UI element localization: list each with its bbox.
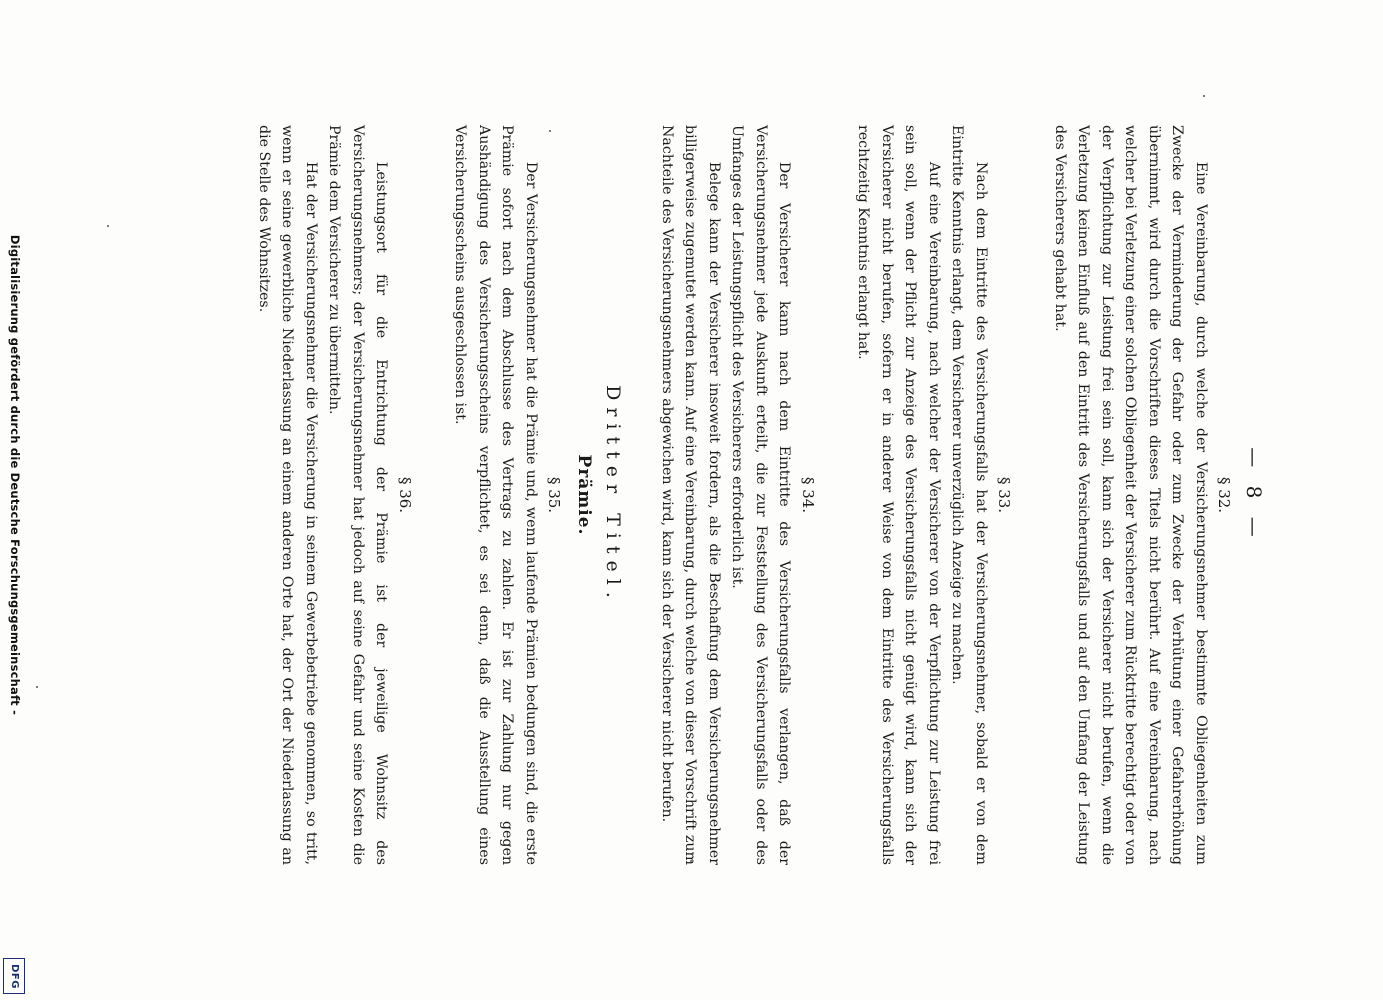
scan-speck (107, 225, 109, 227)
document-page (115, 125, 1265, 865)
chapter-subtitle: Prämie. (574, 454, 594, 536)
section-32 (1048, 125, 1236, 865)
credit-text: Digitalisierung gefördert durch die Deutsche Forschungsgemeinschaft - (8, 234, 22, 716)
section-34 (655, 125, 820, 865)
dfg-logo-text: DFG (8, 963, 20, 989)
section-36 (252, 125, 417, 865)
paragraph: Auf eine Vereinbarung, nach welcher der Versicherer von der Verpflichtung zur Leistung frei sein soll, wenn der Pflicht zur Anzeige des Versicherungsfalls nicht genügt wird, kann sich der Versicherer nicht berufen, sofern er in anderer Weise von dem Eintritte des Versicherungsfalls rechtzeitig Kenntnis erlangt hat. (855, 125, 942, 865)
paragraph: Der Versicherer kann nach dem Eintritte des Versicherungsfalls verlangen, daß der Versicherungsnehmer jede Auskunft erteilt, die zur Feststellung des Versicherungsfalls oder des Umfanges der Leistungspflicht des Versicherers erforderlich ist. (729, 125, 793, 865)
chapter-title: Dritter Titel. (602, 385, 625, 605)
paragraph: Belege kann der Versicherer insoweit fordern, als die Beschaffung dem Versicherungsnehmer billigerweise zugemutet werden kann. Auf eine Vereinbarung, durch welche von dieser Vorschrift zum Nachteile des Versicherungsnehmers abgewichen wird, kann sich der Versicherer nicht berufen. (659, 125, 722, 865)
section-heading: § 32. (1215, 476, 1234, 514)
paragraph: Leistungsort für die Entrichtung der Prämie ist der jeweilige Wohnsitz des Versicherungsnehmers; der Versicherungsnehmer hat jedoch auf seine Gefahr und seine Kosten die Prämie dem Versicherer zu übermitteln. (326, 125, 390, 865)
paragraph: Eine Vereinbarung, durch welche der Versicherungsnehmer bestimmte Obliegenheiten zum Zwecke der Verminderung der Gefahr oder zum Zwecke der Verhütung einer Gefahrerhöhung übernimmt, wird durch die Vorschriften dieses Titels nicht berührt. Auf eine Vereinbarung, nach welcher bei Verletzung einer solchen Obliegenheit der Versicherer zum Rücktritte berechtigt oder von der Verpflichtung zur Leistung frei sein soll, kann sich der Versicherer nicht berufen, wenn die Verletzung keinen Einfluß auf den Eintritt des Versicherungsfalls und auf den Umfang der Leistung des Versicherers gehabt hat. (1052, 125, 1209, 865)
section-heading: § 36. (396, 476, 414, 514)
chapter-title-block (572, 125, 625, 865)
section-heading: § 34. (799, 476, 817, 514)
section-35 (448, 125, 566, 865)
section-33 (851, 125, 1016, 865)
scan-speck (36, 686, 38, 688)
scan-speck (1203, 95, 1205, 97)
section-heading: § 35. (545, 476, 564, 514)
page-number: — 8 — (1242, 447, 1266, 543)
dfg-logo (3, 958, 25, 994)
digitization-credit (0, 0, 30, 1000)
section-heading: § 33. (995, 476, 1014, 514)
paragraph: Hat der Versicherungsnehmer die Versicherung in seinem Gewerbebetriebe genommen, so tritt, wenn er seine gewerbliche Niederlassung an einem anderen Orte hat, der Ort der Niederlassung an die Stelle des Wohnsitzes. (256, 125, 319, 865)
paragraph: Der Versicherungsnehmer hat die Prämie und, wenn laufende Prämien bedungen sind, die erste Prämie sofort nach dem Abschlusse des Vertrags zu zahlen. Er ist zur Zahlung nur gegen Aushändigung des Versicherungsscheins verpflichtet, es sei denn, daß die Ausstellung eines Versicherungsscheins ausgeschlossen ist. (452, 125, 539, 865)
paragraph: Nach dem Eintritte des Versicherungsfalls hat der Versicherungsnehmer, sobald er von dem Eintritte Kenntnis erlangt, dem Versicherer unverzüglich Anzeige zu machen. (949, 125, 989, 865)
